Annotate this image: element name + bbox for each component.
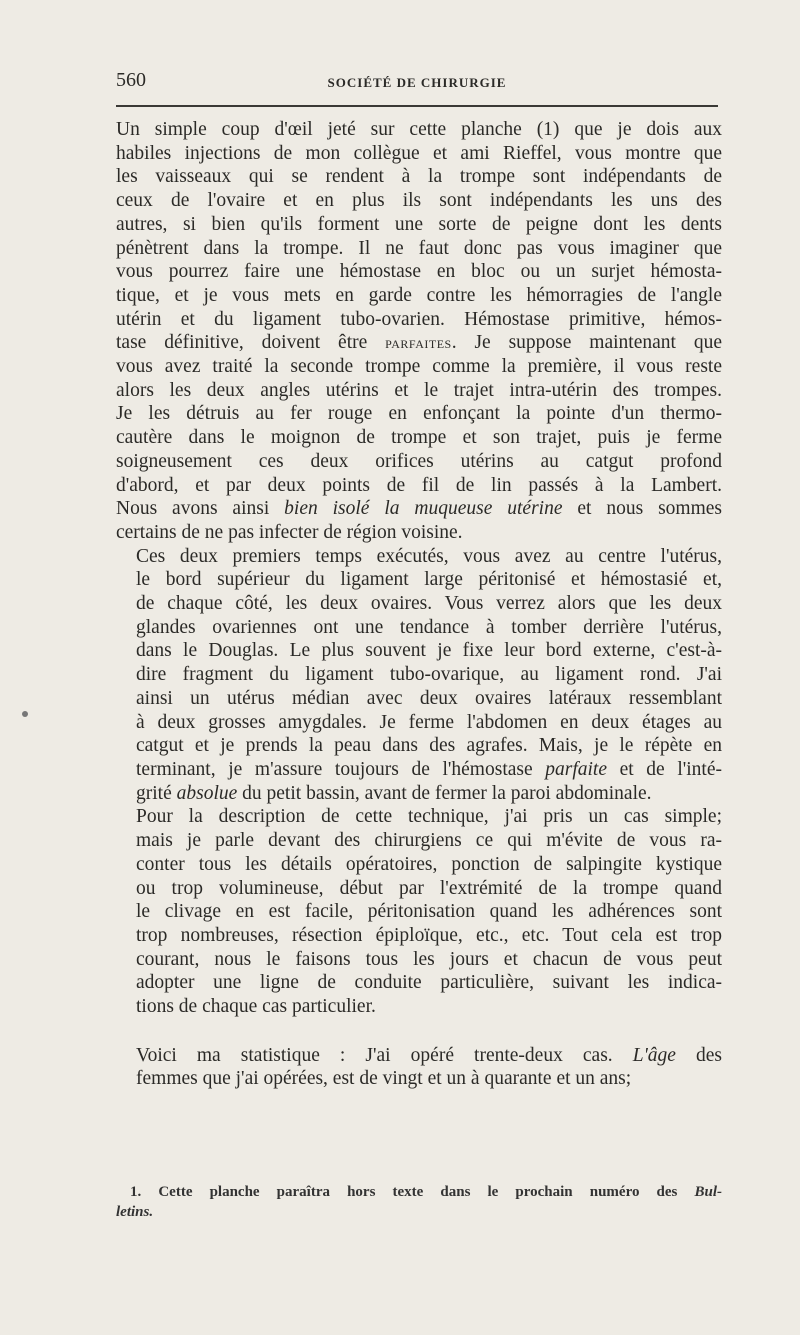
italic-run: Bul- <box>694 1184 722 1200</box>
text-run: Voici ma statistique : J'ai opéré trente-deux cas. <box>136 1044 633 1066</box>
text-run: Je les détruis au fer rouge en enfonçant la pointe d'un thermo- <box>116 403 722 425</box>
text-line <box>116 711 722 735</box>
text-run: ou trop volumineuse, début par l'extrémité de la trompe quand <box>136 877 722 899</box>
text-run: les vaisseaux qui se rendent à la trompe sont indépendants de <box>116 166 722 188</box>
text-line <box>116 687 722 711</box>
text-run: courant, nous le faisons tous les jours et chacun de vous peut <box>136 948 722 970</box>
italic-run: parfaite <box>545 758 607 780</box>
text-run: alors les deux angles utérins et le trajet intra-utérin des trompes. <box>116 379 722 401</box>
text-line <box>116 853 722 877</box>
text-line <box>116 734 722 758</box>
italic-run: absolue <box>176 782 238 804</box>
text-line <box>116 829 722 853</box>
text-run: Pour la description de cette technique, j'ai pris un cas simple; <box>136 806 722 828</box>
text-line <box>116 142 722 166</box>
text-run: mais je parle devant des chirurgiens ce qui m'évite de vous ra- <box>136 830 722 852</box>
text-run: du petit bassin, avant de fermer la paroi abdominale. <box>237 782 652 804</box>
text-run: pénètrent dans la trompe. Il ne faut donc pas vous imaginer que <box>116 237 722 259</box>
small-caps-run: parfaites <box>385 333 452 353</box>
italic-run: letins. <box>116 1204 154 1220</box>
text-line <box>116 1067 722 1091</box>
text-line <box>116 284 722 308</box>
text-run: autres, si bien qu'ils forment une sorte de peigne dont les dents <box>116 213 722 235</box>
text-line <box>116 616 722 640</box>
text-line <box>116 379 722 403</box>
text-line <box>116 355 722 379</box>
text-run: dire fragment du ligament tubo-ovarique, au ligament rond. J'ai <box>136 664 722 686</box>
text-line <box>116 308 722 332</box>
text-line <box>116 497 722 521</box>
text-line <box>116 639 722 663</box>
text-run: Nous avons ainsi <box>116 498 285 520</box>
text-line <box>116 592 722 616</box>
text-line <box>116 260 722 284</box>
text-line <box>116 545 722 569</box>
body-text <box>116 118 722 1091</box>
text-line <box>116 165 722 189</box>
text-line <box>116 948 722 972</box>
text-line <box>116 971 722 995</box>
text-line <box>116 1202 722 1222</box>
text-run: Ces deux premiers temps exécutés, vous avez au centre l'utérus, <box>136 545 722 567</box>
text-line <box>116 568 722 592</box>
text-line <box>116 118 722 142</box>
text-line <box>116 474 722 498</box>
text-run: à deux grosses amygdales. Je ferme l'abdomen en deux étages au <box>136 711 722 733</box>
text-run: . Je suppose maintenant que <box>451 332 722 354</box>
text-line <box>116 426 722 450</box>
text-run: le bord supérieur du ligament large péritonisé et hémostasié et, <box>136 569 722 591</box>
text-run: cautère dans le moignon de trompe et son trajet, puis je ferme <box>116 427 722 449</box>
header-rule <box>116 105 718 107</box>
text-run: soigneusement ces deux orifices utérins au catgut profond <box>116 450 722 472</box>
text-line <box>116 900 722 924</box>
italic-run: bien isolé la muqueuse utérine <box>284 498 563 520</box>
text-line <box>116 331 722 355</box>
text-run: certains de ne pas infecter de région voisine. <box>116 521 463 543</box>
text-run: et de l'inté- <box>607 758 722 780</box>
text-line <box>116 1182 722 1202</box>
text-run: dans le Douglas. Le plus souvent je fixe leur bord externe, c'est-à- <box>136 640 722 662</box>
page-header <box>116 66 718 96</box>
running-title: SOCIÉTÉ DE CHIRURGIE <box>327 75 507 90</box>
text-run: terminant, je m'assure toujours de l'hémostase <box>136 758 546 780</box>
text-run: d'abord, et par deux points de fil de lin passés à la Lambert. <box>116 474 722 496</box>
text-run: trop nombreuses, résection épiploïque, etc., etc. Tout cela est trop <box>136 924 722 946</box>
ink-speck <box>22 711 28 717</box>
text-line <box>116 663 722 687</box>
text-run: catgut et je prends la peau dans des agrafes. Mais, je le répète en <box>136 735 722 757</box>
text-run: glandes ovariennes ont une tendance à tomber derrière l'utérus, <box>136 616 722 638</box>
text-run: utérin et du ligament tubo-ovarien. Hémostase primitive, hémos- <box>116 308 722 330</box>
text-line <box>116 877 722 901</box>
text-line <box>116 782 722 806</box>
text-run: adopter une ligne de conduite particulière, suivant les indica- <box>136 972 722 994</box>
italic-run: L'âge <box>632 1044 676 1066</box>
text-run: habiles injections de mon collègue et ami Rieffel, vous montre que <box>116 142 722 164</box>
text-run: de chaque côté, les deux ovaires. Vous verrez alors que les deux <box>136 593 722 615</box>
text-run: 1. Cette planche paraîtra hors texte dans le prochain numéro des <box>130 1184 695 1200</box>
text-run: Un simple coup d'œil jeté sur cette planche (1) que je dois aux <box>116 119 722 140</box>
text-line <box>116 237 722 261</box>
paragraph-2 <box>116 545 722 806</box>
text-line <box>116 924 722 948</box>
text-line <box>116 450 722 474</box>
text-run: vous avez traité la seconde trompe comme la première, il vous reste <box>116 356 722 378</box>
text-run: tique, et je vous mets en garde contre les hémorragies de l'angle <box>116 284 722 306</box>
text-run: le clivage en est facile, péritonisation quand les adhérences sont <box>136 901 722 923</box>
text-run: des <box>675 1044 722 1066</box>
paragraph-1 <box>116 118 722 545</box>
page-number: 560 <box>116 69 146 91</box>
text-run: et nous sommes <box>562 498 722 520</box>
paragraph-4 <box>116 1044 722 1091</box>
text-run: ceux de l'ovaire et en plus ils sont indépendants les uns des <box>116 190 722 212</box>
text-line <box>116 758 722 782</box>
text-line <box>116 1044 722 1068</box>
text-line <box>116 521 722 545</box>
text-run: grité <box>136 782 177 804</box>
text-run: conter tous les détails opératoires, ponction de salpingite kystique <box>136 853 722 875</box>
text-line <box>116 189 722 213</box>
paragraph-3 <box>116 805 722 1018</box>
text-run: tase définitive, doivent être <box>116 332 386 354</box>
text-run: femmes que j'ai opérées, est de vingt et un à quarante et un ans; <box>136 1068 632 1090</box>
text-line <box>116 805 722 829</box>
text-line <box>116 402 722 426</box>
text-line <box>116 995 722 1019</box>
text-line <box>116 213 722 237</box>
text-run: tions de chaque cas particulier. <box>136 996 376 1018</box>
text-run: vous pourrez faire une hémostase en bloc ou un surjet hémosta- <box>116 261 722 283</box>
text-run: ainsi un utérus médian avec deux ovaires latéraux ressemblant <box>136 687 722 709</box>
footnote <box>116 1182 722 1222</box>
